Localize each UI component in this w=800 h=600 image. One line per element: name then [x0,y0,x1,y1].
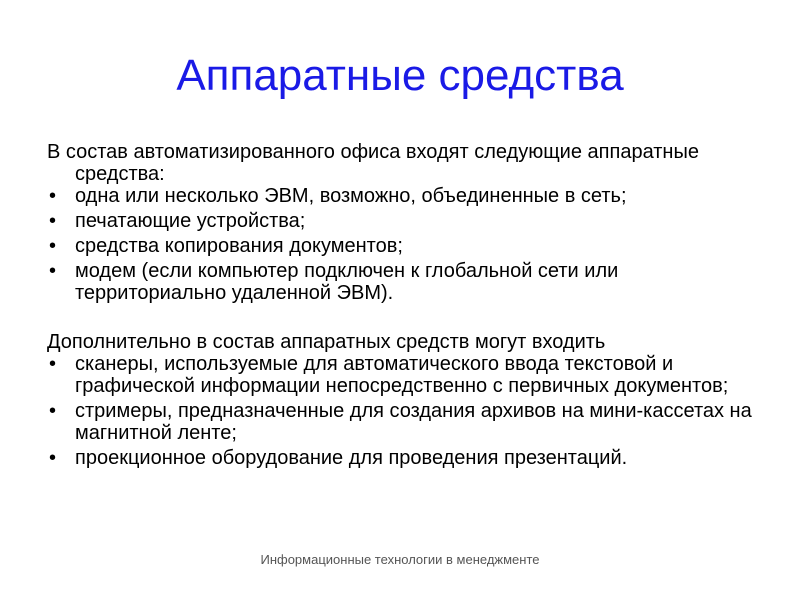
bullet-icon: • [49,400,57,422]
list-item [47,210,767,232]
list-item-text: модем (если компьютер подключен к глобальной сети или территориально удаленной ЭВМ). [75,260,619,304]
slide-body [47,141,767,472]
hardware-list [47,185,767,304]
list-item [47,447,767,469]
list-item [47,260,767,304]
slide-footer: Информационные технологии в менеджменте [260,552,540,567]
list-item-text: одна или несколько ЭВМ, возможно, объединенные в сеть; [75,185,627,207]
list-item [47,185,767,207]
bullet-icon: • [49,260,57,282]
bullet-icon: • [49,185,57,207]
list-item-text: проекционное оборудование для проведения презентаций. [75,447,628,469]
additional-paragraph: Дополнительно в состав аппаратных средств могут входить [47,331,606,353]
spacer [47,307,767,331]
list-item [47,353,767,397]
slide-title: Аппаратные средства [176,51,624,100]
list-item-text: средства копирования документов; [75,235,403,257]
list-item [47,235,767,257]
list-item-text: сканеры, используемые для автоматического ввода текстовой и графической информации непосредственно с первичных документов; [75,353,729,397]
list-item-text: стримеры, предназначенные для создания архивов на мини-кассетах на магнитной ленте; [75,400,752,444]
bullet-icon: • [49,447,57,469]
bullet-icon: • [49,210,57,232]
list-item [47,400,767,444]
list-item-text: печатающие устройства; [75,210,306,232]
bullet-icon: • [49,235,57,257]
additional-hardware-list [47,353,767,469]
intro-paragraph: В состав автоматизированного офиса входят следующие аппаратные средства: [47,141,699,185]
bullet-icon: • [49,353,57,375]
